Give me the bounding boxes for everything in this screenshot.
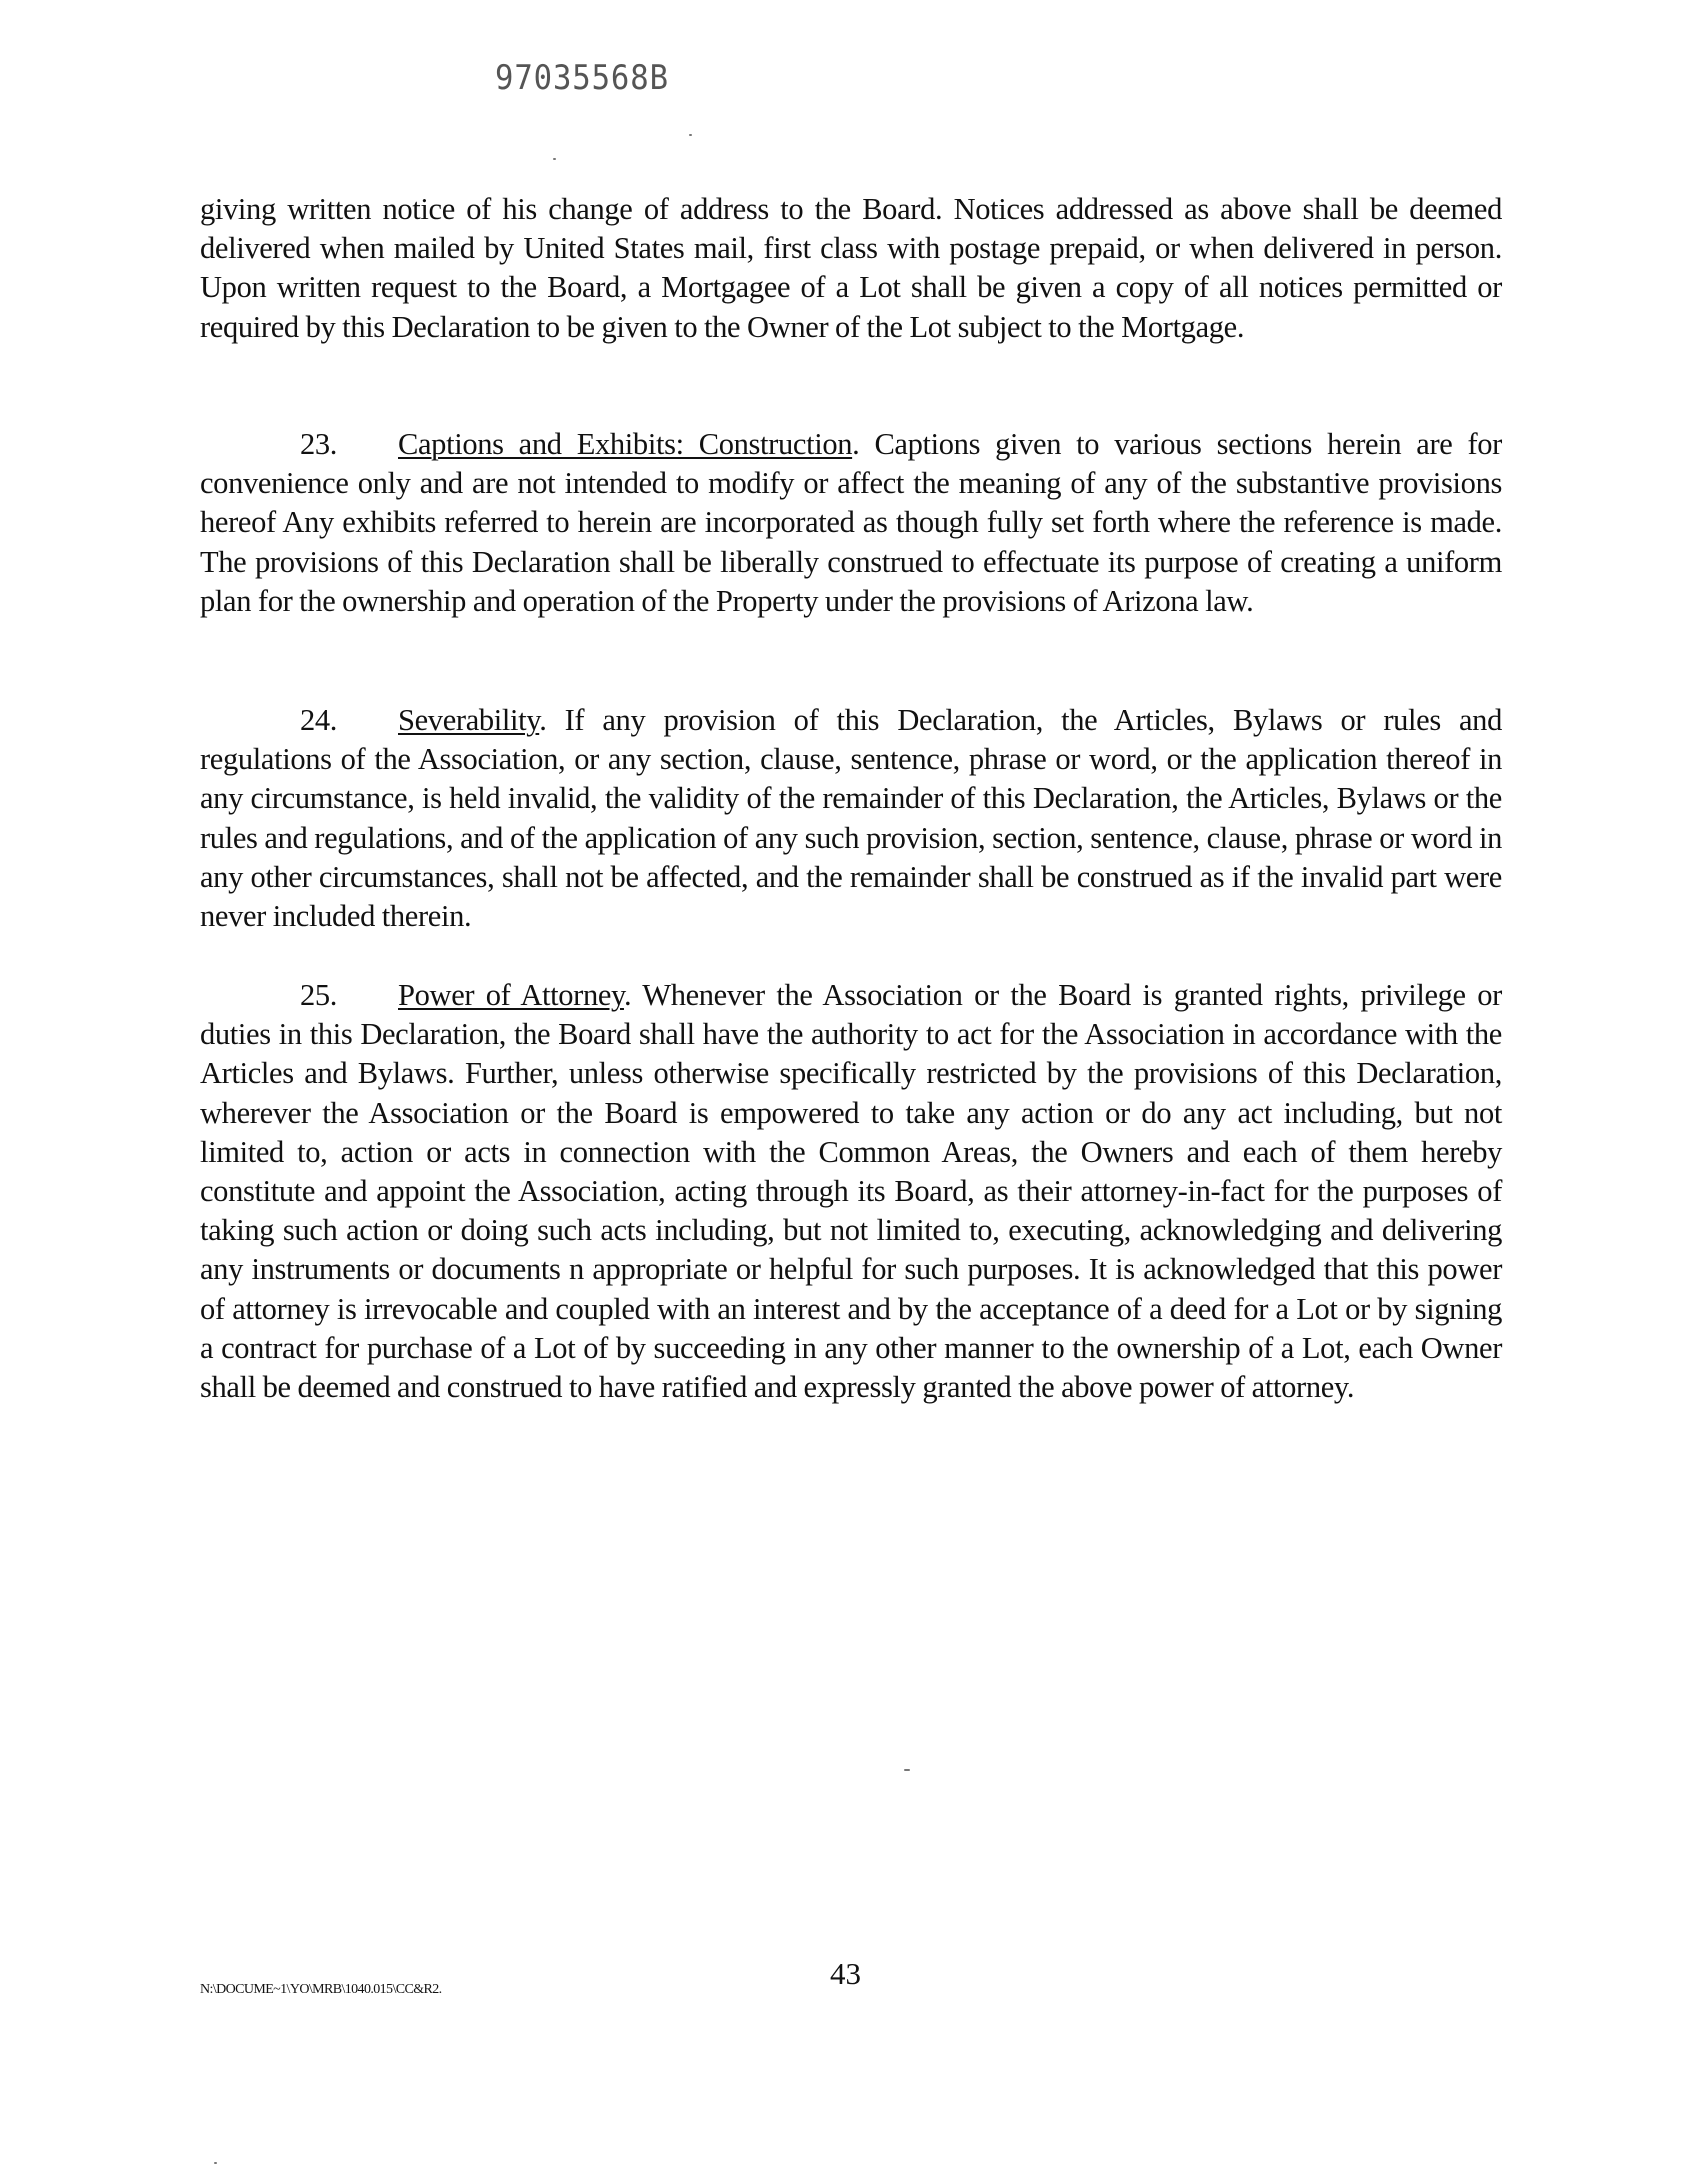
page-number: 43 — [830, 1956, 861, 1991]
section-number: 23. — [300, 427, 338, 461]
recording-number: 97035568B — [495, 58, 669, 98]
paragraph-text: giving written notice of his change of address to the Board. Notices addressed as above shall be deemed delivered when mailed by United States mail, first class with postage prepaid, or when delivered in person. Upon written request to the Board, a Mortgagee of a Lot shall be given a copy of all notices permitted or required by this Declaration to be given to the Owner of the Lot subject to the Mortgage. — [200, 192, 1502, 344]
section-25-power-of-attorney — [200, 976, 1502, 1407]
section-23-captions-and-exhibits — [200, 425, 1502, 621]
scan-speck — [904, 1769, 910, 1771]
footer-file-path: N:\DOCUME~1\YO\MRB\1040.015\CC&R2. — [200, 1982, 442, 1997]
section-caption: Captions and Exhibits: Construction — [398, 427, 853, 461]
section-text: . Captions given to various sections herein are for convenience only and are not intended to modify or affect the meaning of any of the substantive provisions hereof Any exhibits referred to herein are incorporated as though fully set forth where the reference is made. The provisions of this Declaration shall be liberally construed to effectuate its purpose of creating a uniform plan for the ownership and operation of the Property under the provisions of Arizona law. — [200, 427, 1502, 618]
section-number: 25. — [300, 978, 338, 1012]
scan-speck — [553, 158, 556, 160]
scan-speck — [689, 134, 692, 136]
section-24-severability — [200, 701, 1502, 936]
section-text: . If any provision of this Declaration, the Articles, Bylaws or rules and regulations of the Association, or any section, clause, sentence, phrase or word, or the application thereof in any circumstance, is held invalid, the validity of the remainder of this Declaration, the Articles, Bylaws or the rules and regulations, and of the application of any such provision, section, sentence, clause, phrase or word in any other circumstances, shall not be affected, and the remainder shall be construed as if the invalid part were never included therein. — [200, 703, 1502, 934]
section-number: 24. — [300, 703, 338, 737]
section-text: . Whenever the Association or the Board is granted rights, privilege or duties in this Declaration, the Board shall have the authority to act for the Association in accordance with the Articles and Bylaws. Further, unless otherwise specifically restricted by the provisions of this Declaration, wherever the Association or the Board is empowered to take any action or do any act including, but not limited to, action or acts in connection with the Common Areas, the Owners and each of them hereby constitute and appoint the Association, acting through its Board, as their attorney-in-fact for the purposes of taking such action or doing such acts including, but not limited to, executing, acknowledging and delivering any instruments or documents n appropriate or helpful for such purposes. It is acknowledged that this power of attorney is irrevocable and coupled with an interest and by the acceptance of a deed for a Lot or by signing a contract for purchase of a Lot of by succeeding in any other manner to the ownership of a Lot, each Owner shall be deemed and construed to have ratified and expressly granted the above power of attorney. — [200, 978, 1502, 1405]
section-caption: Severability — [398, 703, 540, 737]
scan-speck — [214, 2162, 217, 2164]
paragraph-continuation — [200, 190, 1502, 347]
section-caption: Power of Attorney — [398, 978, 624, 1012]
